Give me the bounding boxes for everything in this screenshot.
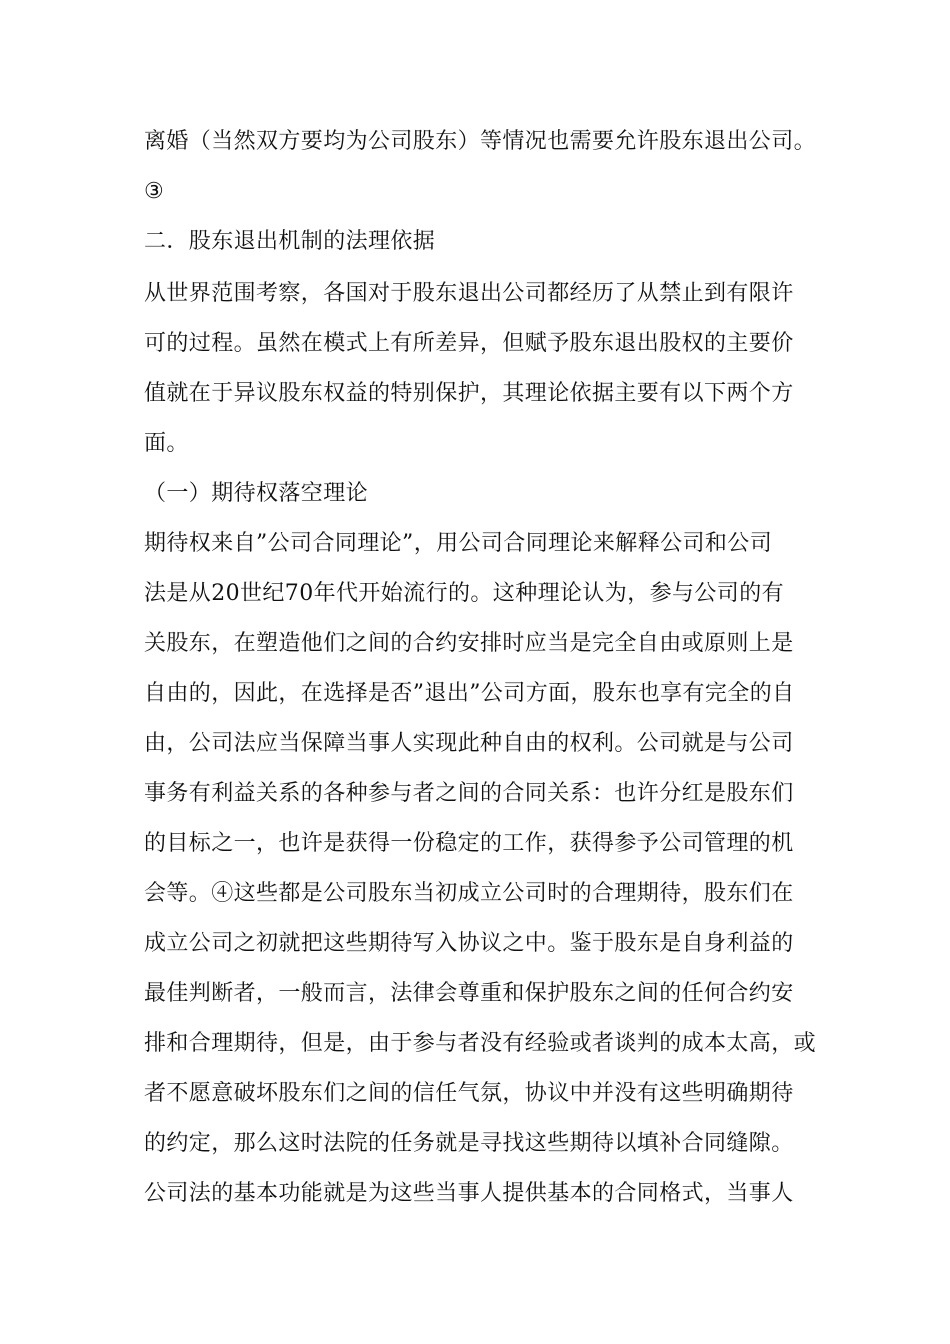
text-line: 从世界范围考察，各国对于股东退出公司都经历了从禁止到有限许: [144, 281, 794, 306]
text-line: 的约定，那么这时法院的任务就是寻找这些期待以填补合同缝隙。: [144, 1131, 794, 1156]
text-line: 期待权来自”公司合同理论”，用公司合同理论来解释公司和公司: [144, 531, 773, 556]
text-line: 者不愿意破坏股东们之间的信任气氛，协议中并没有这些明确期待: [144, 1081, 794, 1106]
text-line: 自由的，因此，在选择是否”退出”公司方面，股东也享有完全的自: [144, 681, 795, 706]
text-line: 法是从20世纪70年代开始流行的。这种理论认为，参与公司的有: [144, 581, 784, 606]
text-line: 的目标之一，也许是获得一份稳定的工作，获得参予公司管理的机: [144, 831, 794, 856]
footnote-marker: ③: [144, 179, 165, 204]
text-line: 面。: [144, 431, 189, 456]
text-line: 排和合理期待，但是，由于参与者没有经验或者谈判的成本太高，或: [144, 1031, 817, 1056]
text-line: 成立公司之初就把这些期待写入协议之中。鉴于股东是自身利益的: [144, 931, 794, 956]
text-line: 关股东，在塑造他们之间的合约安排时应当是完全自由或原则上是: [144, 631, 794, 656]
text-line: 事务有利益关系的各种参与者之间的合同关系：也许分红是股东们: [144, 781, 794, 806]
text-line: 公司法的基本功能就是为这些当事人提供基本的合同格式，当事人: [144, 1181, 794, 1206]
text-line: 最佳判断者，一般而言，法律会尊重和保护股东之间的任何合约安: [144, 981, 794, 1006]
section-heading: 二．股东退出机制的法理依据: [144, 229, 436, 254]
text-line: 值就在于异议股东权益的特别保护，其理论依据主要有以下两个方: [144, 381, 794, 406]
text-line: 会等。④这些都是公司股东当初成立公司时的合理期待，股东们在: [144, 881, 794, 906]
text-line: 离婚（当然双方要均为公司股东）等情况也需要允许股东退出公司。: [144, 129, 817, 154]
text-line: 由，公司法应当保障当事人实现此种自由的权利。公司就是与公司: [144, 731, 794, 756]
text-line: 可的过程。虽然在模式上有所差异，但赋予股东退出股权的主要价: [144, 331, 794, 356]
subsection-heading: （一）期待权落空理论: [144, 481, 369, 506]
